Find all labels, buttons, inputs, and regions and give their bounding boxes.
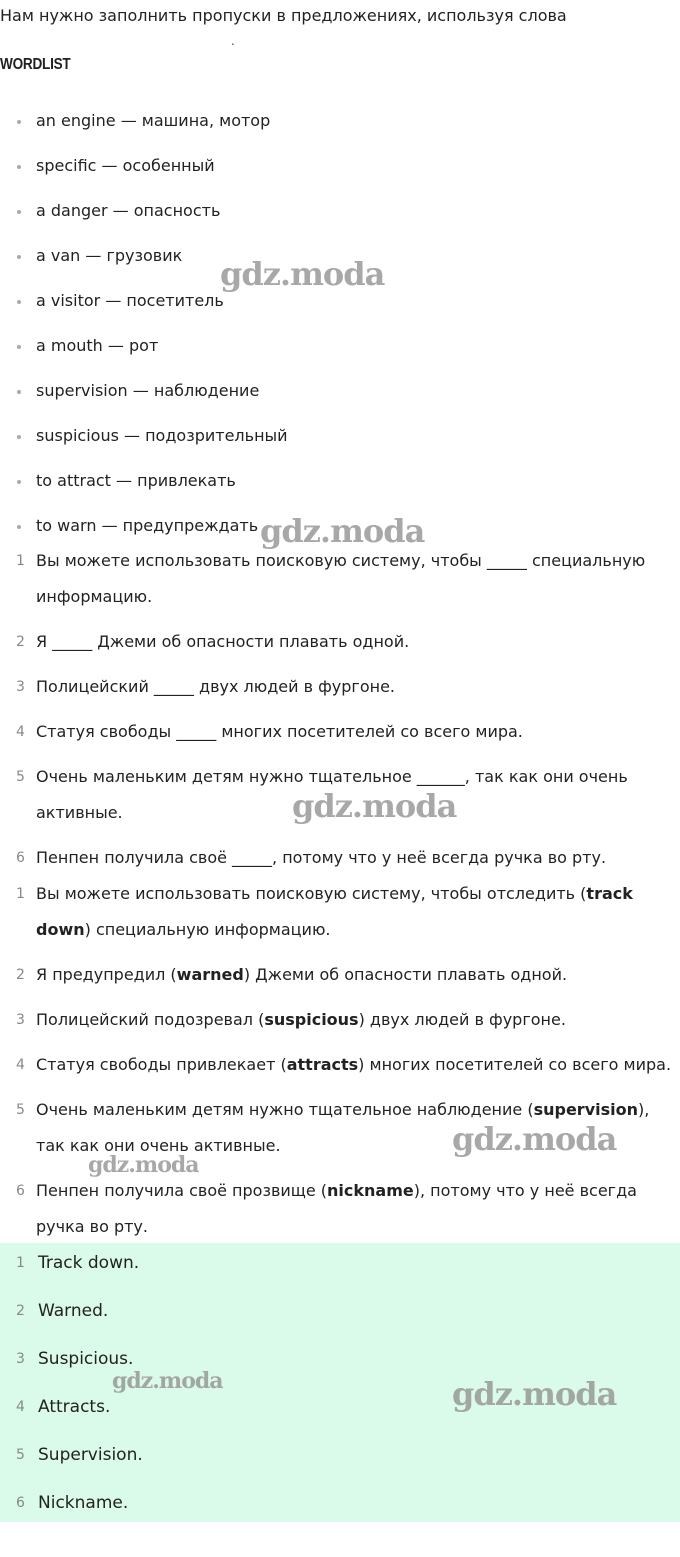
wordlist-item: a van — грузовик [0,238,288,274]
item-number: 4 [16,724,25,740]
watermark: gdz.moda [112,1368,223,1394]
exercise-text: Вы можете использовать поисковую систему, чтобы _____ специальную информацию. [36,551,646,606]
item-number: 3 [16,679,25,695]
wordlist-item: specific — особенный [0,148,288,184]
exercise-text: Очень маленьким детям нужно тщательное ______, так как они очень активные. [36,767,628,822]
watermark: gdz.moda [220,255,385,293]
exercise-text: Статуя свободы _____ многих посетителей со всего мира. [36,722,523,741]
item-number: 5 [16,1102,25,1118]
item-number: 1 [16,1255,25,1271]
item-number: 3 [16,1351,25,1367]
answer-word: track down [36,884,633,939]
intro-dot: . [231,34,235,48]
item-number: 1 [16,553,25,569]
answer-item [0,1002,680,1038]
exercise-item [0,624,680,660]
answer-item [0,1047,680,1083]
item-number: 3 [16,1012,25,1028]
short-answer-item [0,1245,680,1281]
item-number: 2 [16,1303,25,1319]
answer-word: attracts [286,1055,359,1074]
answer-item [0,957,680,993]
wordlist-item: a visitor — посетитель [0,283,288,319]
item-number: 2 [16,634,25,650]
answer-post: ), потому что у неё всегда ручка во рту. [36,1181,637,1236]
wordlist-item: to warn — предупреждать [0,508,288,544]
watermark: gdz.moda [292,787,457,825]
item-number: 5 [16,769,25,785]
answer-word: nickname [327,1181,414,1200]
wordlist-item: supervision — наблюдение [0,373,288,409]
answer-post: ) многих посетителей со всего мира. [358,1055,672,1074]
item-number: 2 [16,967,25,983]
short-answer-item [0,1293,680,1329]
exercise-item [0,543,680,615]
short-answer-text: Track down. [38,1253,140,1273]
wordlist-item: suspicious — подозрительный [0,418,288,454]
short-answer-text: Supervision. [38,1445,143,1465]
watermark: gdz.moda [88,1152,199,1178]
answer-post: ) Джеми об опасности плавать одной. [243,965,568,984]
short-answer-item [0,1485,680,1521]
intro-text: Нам нужно заполнить пропуски в предложениях, используя слова [0,6,567,25]
answer-pre: Очень маленьким детям нужно тщательное наблюдение ( [36,1100,534,1119]
answer-pre: Пенпен получила своё прозвище ( [36,1181,328,1200]
wordlist [0,103,288,553]
short-answer-item [0,1437,680,1473]
item-number: 1 [16,886,25,902]
answer-pre: Я предупредил ( [36,965,177,984]
wordlist-item: an engine — машина, мотор [0,103,288,139]
answer-item [0,876,680,948]
item-number: 4 [16,1057,25,1073]
exercise-text: Я _____ Джеми об опасности плавать одной. [36,632,410,651]
item-number: 6 [16,1183,25,1199]
answer-word: supervision [533,1100,638,1119]
answer-item [0,1173,680,1245]
short-answer-text: Attracts. [38,1397,111,1417]
exercise-list [0,543,680,876]
item-number: 6 [16,1495,25,1511]
exercise-text: Пенпен получила своё _____, потому что у неё всегда ручка во рту. [36,848,607,867]
exercise-item [0,840,680,876]
item-number: 5 [16,1447,25,1463]
answer-word: suspicious [264,1010,359,1029]
answer-pre: Полицейский подозревал ( [36,1010,265,1029]
answer-post: ) двух людей в фургоне. [358,1010,566,1029]
item-number: 4 [16,1399,25,1415]
answer-pre: Вы можете использовать поисковую систему, чтобы отследить ( [36,884,587,903]
exercise-text: Полицейский _____ двух людей в фургоне. [36,677,396,696]
short-answer-text: Warned. [38,1301,109,1321]
exercise-item [0,714,680,750]
answer-pre: Статуя свободы привлекает ( [36,1055,287,1074]
watermark: gdz.moda [452,1120,617,1158]
answer-word: warned [176,965,244,984]
exercise-item [0,669,680,705]
short-answer-text: Suspicious. [38,1349,134,1369]
wordlist-title: WORDLIST [0,56,71,73]
short-answer-item [0,1341,680,1377]
answer-post: ), так как они очень активные. [36,1100,650,1155]
short-answer-text: Nickname. [38,1493,129,1513]
answer-post: ) специальную информацию. [84,920,331,939]
item-number: 6 [16,850,25,866]
answer-list [0,876,680,1245]
watermark: gdz.moda [260,512,425,550]
wordlist-item: to attract — привлекать [0,463,288,499]
wordlist-item: a danger — опасность [0,193,288,229]
wordlist-item: a mouth — рот [0,328,288,364]
watermark: gdz.moda [452,1375,617,1413]
